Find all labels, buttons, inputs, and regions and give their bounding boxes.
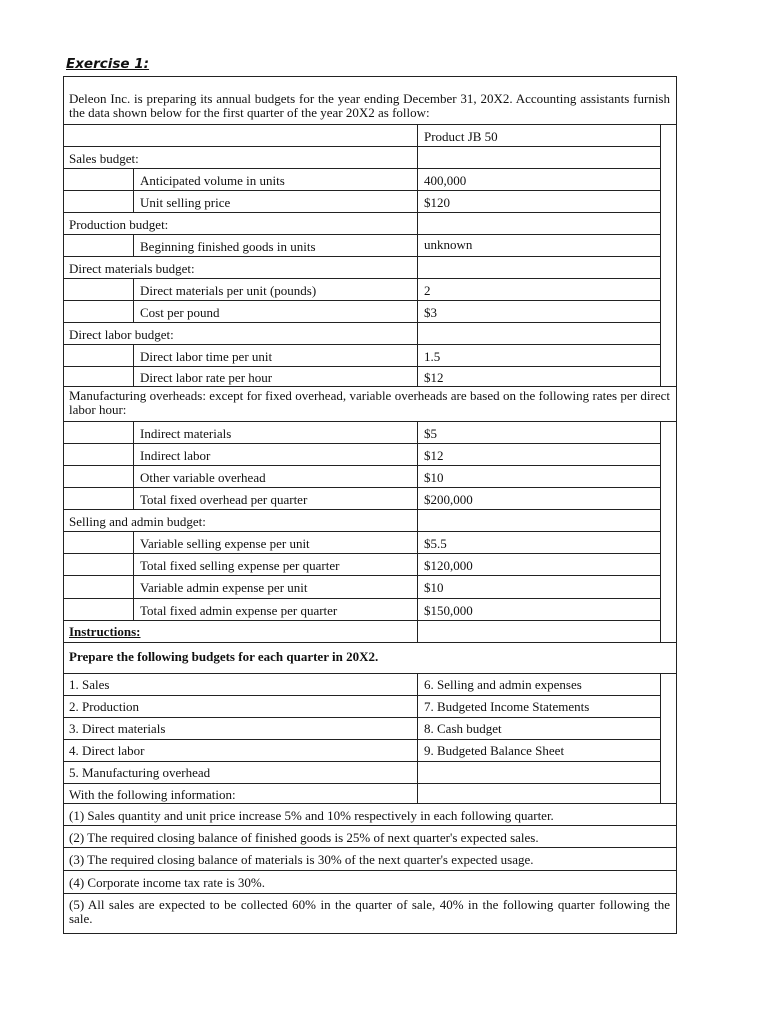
item-label: Indirect materials <box>140 426 232 441</box>
item-label: Direct materials per unit (pounds) <box>140 283 317 298</box>
item-label: Unit selling price <box>140 195 231 210</box>
item-value: $5.5 <box>424 536 447 551</box>
section-overhead: Manufacturing overheads: except for fixed overhead, variable overheads are based on the following rates per direct labor hour: <box>69 388 670 417</box>
item-value: $150,000 <box>424 603 473 618</box>
product-header: Product JB 50 <box>424 129 498 144</box>
budget-item: 6. Selling and admin expenses <box>424 677 582 692</box>
item-label: Total fixed overhead per quarter <box>140 492 308 507</box>
budget-item: 2. Production <box>69 699 140 714</box>
section-labor: Direct labor budget: <box>69 327 174 342</box>
item-label: Indirect labor <box>140 448 211 463</box>
note-item: (4) Corporate income tax rate is 30%. <box>69 875 266 890</box>
item-value: 400,000 <box>424 173 467 188</box>
intro-paragraph: Deleon Inc. is preparing its annual budgets for the year ending December 31, 20X2. Accounting assistants furnish the data shown below for the first quarter of the year 20X2 as follow: <box>69 91 670 120</box>
item-value: $3 <box>424 305 437 320</box>
item-value: unknown <box>424 237 473 252</box>
item-value: $120 <box>424 195 450 210</box>
item-value: $12 <box>424 448 444 463</box>
item-label: Variable admin expense per unit <box>140 580 308 595</box>
budget-item: 3. Direct materials <box>69 721 166 736</box>
item-label: Total fixed admin expense per quarter <box>140 603 338 618</box>
section-selling: Selling and admin budget: <box>69 514 206 529</box>
note-item: (1) Sales quantity and unit price increase 5% and 10% respectively in each following quarter. <box>69 808 554 823</box>
note-item: (3) The required closing balance of materials is 30% of the next quarter's expected usage. <box>69 852 534 867</box>
note-item: (2) The required closing balance of finished goods is 25% of next quarter's expected sales. <box>69 830 539 845</box>
item-label: Cost per pound <box>140 305 220 320</box>
note-item: (5) All sales are expected to be collected 60% in the quarter of sale, 40% in the following quarter following the sale. <box>69 897 670 926</box>
item-value: 1.5 <box>424 349 441 364</box>
item-value: $200,000 <box>424 492 473 507</box>
exercise-title: Exercise 1: <box>66 56 150 72</box>
section-materials: Direct materials budget: <box>69 261 195 276</box>
item-value: 2 <box>424 283 431 298</box>
item-value: $10 <box>424 470 444 485</box>
budget-item: 9. Budgeted Balance Sheet <box>424 743 565 758</box>
budget-item: 1. Sales <box>69 677 110 692</box>
item-label: Variable selling expense per unit <box>140 536 310 551</box>
prepare-heading: Prepare the following budgets for each quarter in 20X2. <box>69 649 379 664</box>
item-label: Anticipated volume in units <box>140 173 285 188</box>
instructions-label: Instructions: <box>69 624 141 639</box>
item-value: $5 <box>424 426 437 441</box>
section-sales: Sales budget: <box>69 151 139 166</box>
item-label: Beginning finished goods in units <box>140 239 316 254</box>
item-value: $120,000 <box>424 558 473 573</box>
item-label: Direct labor rate per hour <box>140 370 273 385</box>
with-info-label: With the following information: <box>69 787 236 802</box>
item-label: Other variable overhead <box>140 470 266 485</box>
budget-item: 5. Manufacturing overhead <box>69 765 211 780</box>
budget-item: 7. Budgeted Income Statements <box>424 699 590 714</box>
item-value: $10 <box>424 580 444 595</box>
section-production: Production budget: <box>69 217 169 232</box>
budget-item: 8. Cash budget <box>424 721 502 736</box>
item-label: Total fixed selling expense per quarter <box>140 558 340 573</box>
item-value: $12 <box>424 370 444 385</box>
budget-item: 4. Direct labor <box>69 743 145 758</box>
item-label: Direct labor time per unit <box>140 349 273 364</box>
